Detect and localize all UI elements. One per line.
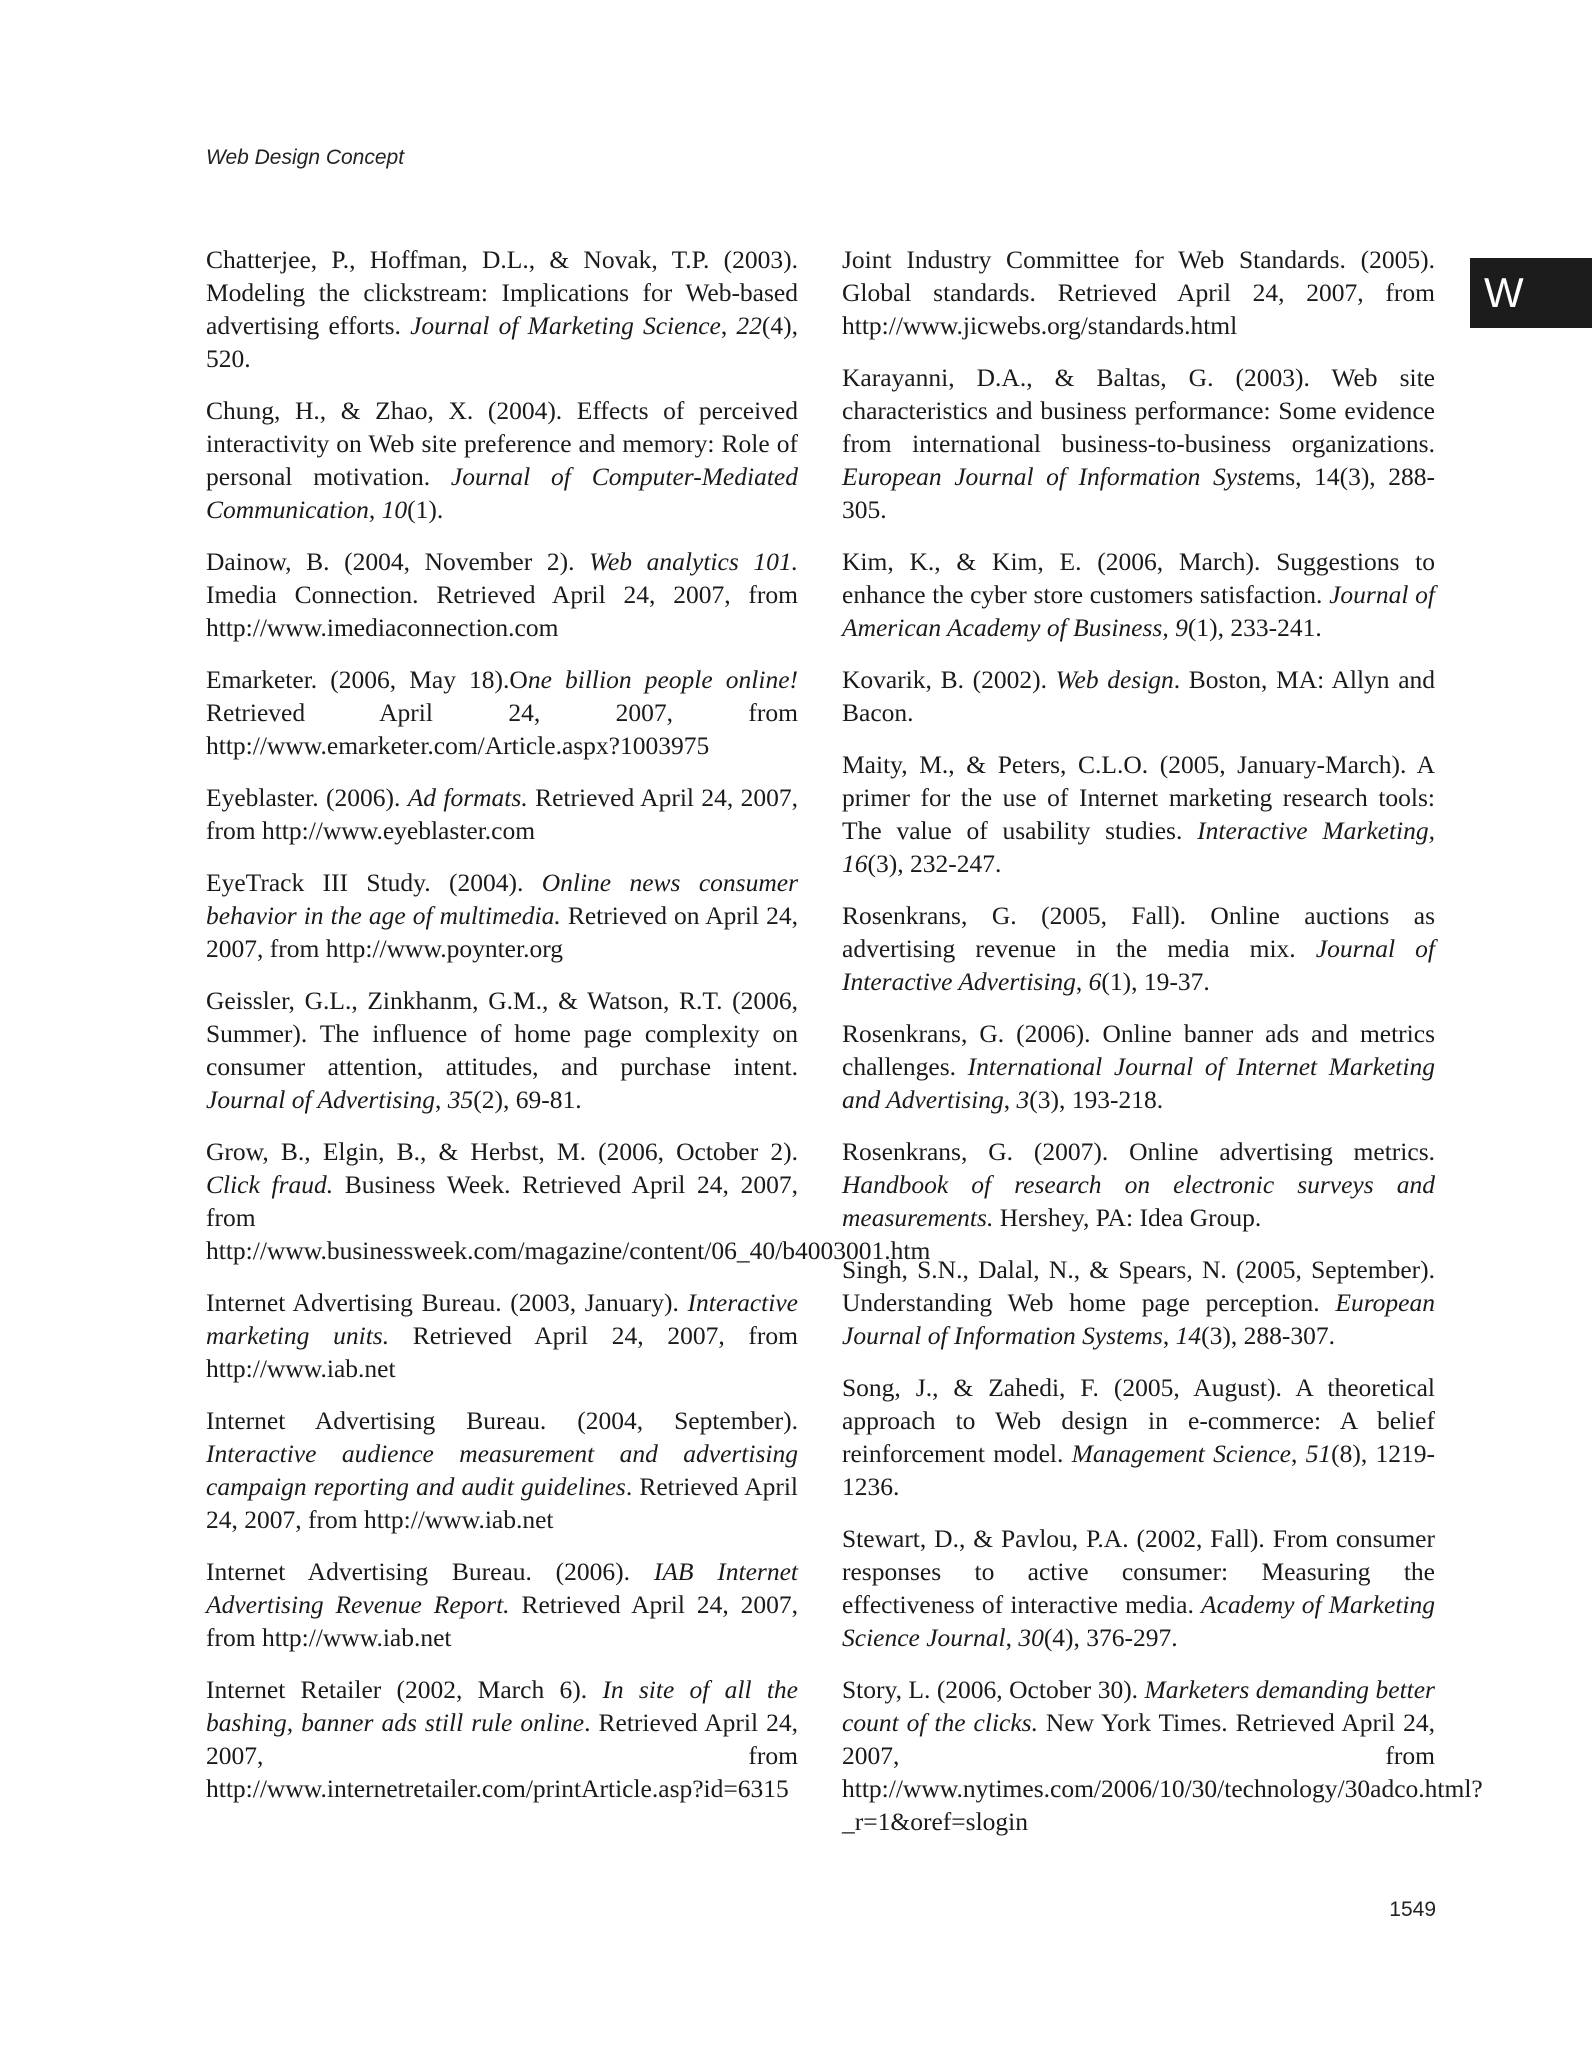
running-head: Web Design Concept [206,146,405,169]
reference-italic-text: Web analytics 101. [589,547,798,576]
reference-text: (3), 232-247. [867,849,1002,878]
reference-text: Rosenkrans, G. (2007). Online advertising metrics. [842,1137,1435,1166]
reference-italic-text: Journal of Marketing Science [410,311,721,340]
reference-entry [206,866,798,965]
reference-italic-text: Click fraud. [206,1170,334,1199]
reference-entry [206,1135,931,1267]
reference-italic-text: Academy of Marketing Science Journal [842,1590,1435,1652]
reference-italic-text: 35 [447,1085,474,1114]
reference-text: Dainow, B. (2004, November 2). [206,547,590,576]
reference-text: Karayanni, D.A., & Baltas, G. (2003). Web site characteristics and business performance: Some evidence from international business-to-business organizations. [842,363,1435,458]
reference-entry [206,781,798,847]
reference-text: EyeTrack III Study. (2004). [206,868,542,897]
reference-entry [206,1404,798,1536]
references-right-column [842,243,1483,1857]
reference-text: Internet Advertising Bureau. (2006). [206,1557,654,1586]
reference-italic-text: Online news consumer behavior in the age of multimedia. [206,868,798,930]
reference-text: Singh, S.N., Dalal, N., & Spears, N. (2005, September). Understanding Web home page perception. [842,1255,1435,1317]
reference-text: (1), 233-241. [1187,613,1322,642]
reference-entry [842,1253,1435,1352]
reference-entry [842,1371,1435,1503]
reference-entry [206,1673,798,1805]
reference-italic-text: ne billion people online! [527,665,798,694]
reference-text: Retrieved on April 24, 2007, from http://www.poynter.org [206,901,798,963]
reference-text: , [1162,1321,1176,1350]
reference-text: Retrieved April 24, 2007, from http://www.iab.net [206,1321,798,1383]
reference-italic-text: Journal of Computer-Mediated Communication, 10 [206,462,798,524]
reference-text: (3), 193-218. [1029,1085,1164,1114]
reference-text: ms, 14(3), 288-305. [842,462,1436,524]
reference-text: , [1005,1623,1019,1652]
reference-entry [842,1017,1435,1116]
reference-text: Emarketer. (2006, May 18).O [206,665,528,694]
reference-text: Internet Advertising Bureau. (2003, January). [206,1288,688,1317]
reference-italic-text: Journal of American Academy of Business, 9 [842,580,1435,642]
reference-text: Eyeblaster. (2006). [206,783,408,812]
reference-entry [842,361,1435,526]
reference-italic-text: 6 [1088,967,1102,996]
reference-entry [206,663,798,762]
reference-text: (3), 288-307. [1201,1321,1335,1350]
reference-text: Business Week. Retrieved April 24, 2007, from http://www.businessweek.com/magazine/content/06_40/b4003001.htm [206,1170,931,1265]
reference-entry [842,899,1435,998]
reference-text: (2), 69-81. [473,1085,582,1114]
reference-text: , [720,311,737,340]
reference-entry [842,1522,1435,1654]
reference-text: (1), 19-37. [1101,967,1210,996]
reference-text: Grow, B., Elgin, B., & Herbst, M. (2006, October 2). [206,1137,798,1166]
reference-text: (4), 376-297. [1043,1623,1178,1652]
reference-entry [206,984,798,1116]
reference-italic-text: 3 [1016,1085,1030,1114]
reference-text: Kim, K., & Kim, E. (2006, March). Suggestions to enhance the cyber store customers satisfaction. [842,547,1435,609]
reference-italic-text: Ad formats. [407,783,528,812]
reference-text: . Retrieved April 24, 2007, from http://www.iab.net [206,1472,798,1534]
reference-entry [842,1135,1435,1234]
reference-entry [842,545,1435,644]
reference-italic-text: Management Science [1071,1439,1291,1468]
reference-text: (8), 1219-1236. [842,1439,1435,1501]
reference-text: Hershey, PA: Idea Group. [993,1203,1262,1232]
reference-text: Retrieved April 24, 2007, from http://www.eyeblaster.com [206,783,798,845]
reference-entry [842,663,1435,729]
reference-text: Chatterjee, P., Hoffman, D.L., & Novak, T.P. (2003). Modeling the clickstream: Implications for Web-based advertising efforts. [206,245,798,340]
reference-italic-text: 14 [1175,1321,1202,1350]
reference-text: Rosenkrans, G. (2006). Online banner ads and metrics challenges. [842,1019,1435,1081]
reference-italic-text: European Journal of Information Systems [842,1288,1435,1350]
section-letter-tab: W [1470,258,1592,328]
reference-text: Maity, M., & Peters, C.L.O. (2005, January-March). A primer for the use of Internet marketing research tools: The value of usability studies. [842,750,1435,845]
reference-text: , [435,1085,448,1114]
reference-italic-text: IAB Internet Advertising Revenue Report. [206,1557,799,1619]
reference-text: . Retrieved April 24, 2007, from http://www.internetretailer.com/printArticle.asp?id=6315 [206,1708,799,1803]
reference-text: Retrieved April 24, 2007, from http://www.emarketer.com/Article.aspx?1003975 [206,698,798,760]
reference-italic-text: In site of all the bashing, banner ads still rule online [206,1675,798,1737]
reference-entry [206,243,798,375]
page-number: 1549 [1389,1898,1436,1921]
reference-entry [206,1555,798,1654]
reference-entry [206,1286,798,1385]
reference-text: Rosenkrans, G. (2005, Fall). Online auctions as advertising revenue in the media mix. [842,901,1435,963]
reference-text: , [1290,1439,1306,1468]
reference-italic-text: 51 [1305,1439,1332,1468]
reference-italic-text: Interactive audience measurement and advertising campaign reporting and audit guidelines [206,1439,798,1501]
reference-italic-text: European Journal of Information Syste [842,462,1266,491]
reference-entry [842,1673,1483,1838]
reference-text: Stewart, D., & Pavlou, P.A. (2002, Fall). From consumer responses to active consumer: Measuring the effectiveness of interactive media. [842,1524,1435,1619]
reference-entry [206,545,798,644]
reference-italic-text: Interactive Marketing, 16 [842,816,1435,878]
reference-italic-text: Journal of Advertising [206,1085,436,1114]
reference-text: (4), 520. [206,311,798,373]
reference-text: Internet Advertising Bureau. (2004, September). [206,1406,798,1435]
reference-italic-text: Handbook of research on electronic surveys and measurements. [842,1170,1435,1232]
references-left-column [206,243,931,1824]
reference-italic-text: Marketers demanding better count of the clicks. [842,1675,1435,1737]
reference-text: New York Times. Retrieved April 24, 2007, from http://www.nytimes.com/2006/10/30/technology/30adco.html?_r=1&oref=slogin [842,1708,1483,1836]
reference-italic-text: 22 [736,311,762,340]
reference-text: Story, L. (2006, October 30). [842,1675,1145,1704]
reference-text: Joint Industry Committee for Web Standards. (2005). Global standards. Retrieved April 24, 2007, from http://www.jicwebs.org/standards.html [842,245,1435,340]
reference-entry [842,748,1435,880]
reference-entry [206,394,798,526]
reference-italic-text: Web design [1055,665,1174,694]
reference-italic-text: Interactive marketing units. [206,1288,798,1350]
reference-entry [842,243,1435,342]
reference-text: Geissler, G.L., Zinkhanm, G.M., & Watson, R.T. (2006, Summer). The influence of home page complexity on consumer attention, attitudes, and purchase intent. [206,986,798,1081]
reference-text: Retrieved April 24, 2007, from http://www.iab.net [206,1590,798,1652]
reference-text: Chung, H., & Zhao, X. (2004). Effects of perceived interactivity on Web site preference and memory: Role of personal motivation. [206,396,798,491]
reference-text: (1). [407,495,444,524]
reference-text: , [1003,1085,1017,1114]
reference-text: , [1075,967,1089,996]
reference-italic-text: 30 [1018,1623,1044,1652]
reference-text: Imedia Connection. Retrieved April 24, 2007, from http://www.imediaconnection.com [206,580,798,642]
reference-text: . Boston, MA: Allyn and Bacon. [842,665,1436,727]
reference-italic-text: Journal of Interactive Advertising [842,934,1435,996]
reference-italic-text: International Journal of Internet Marketing and Advertising [842,1052,1435,1114]
reference-text: Internet Retailer (2002, March 6). [206,1675,603,1704]
reference-text: Kovarik, B. (2002). [842,665,1056,694]
reference-text: Song, J., & Zahedi, F. (2005, August). A theoretical approach to Web design in e-commerce: A belief reinforcement model. [842,1373,1435,1468]
